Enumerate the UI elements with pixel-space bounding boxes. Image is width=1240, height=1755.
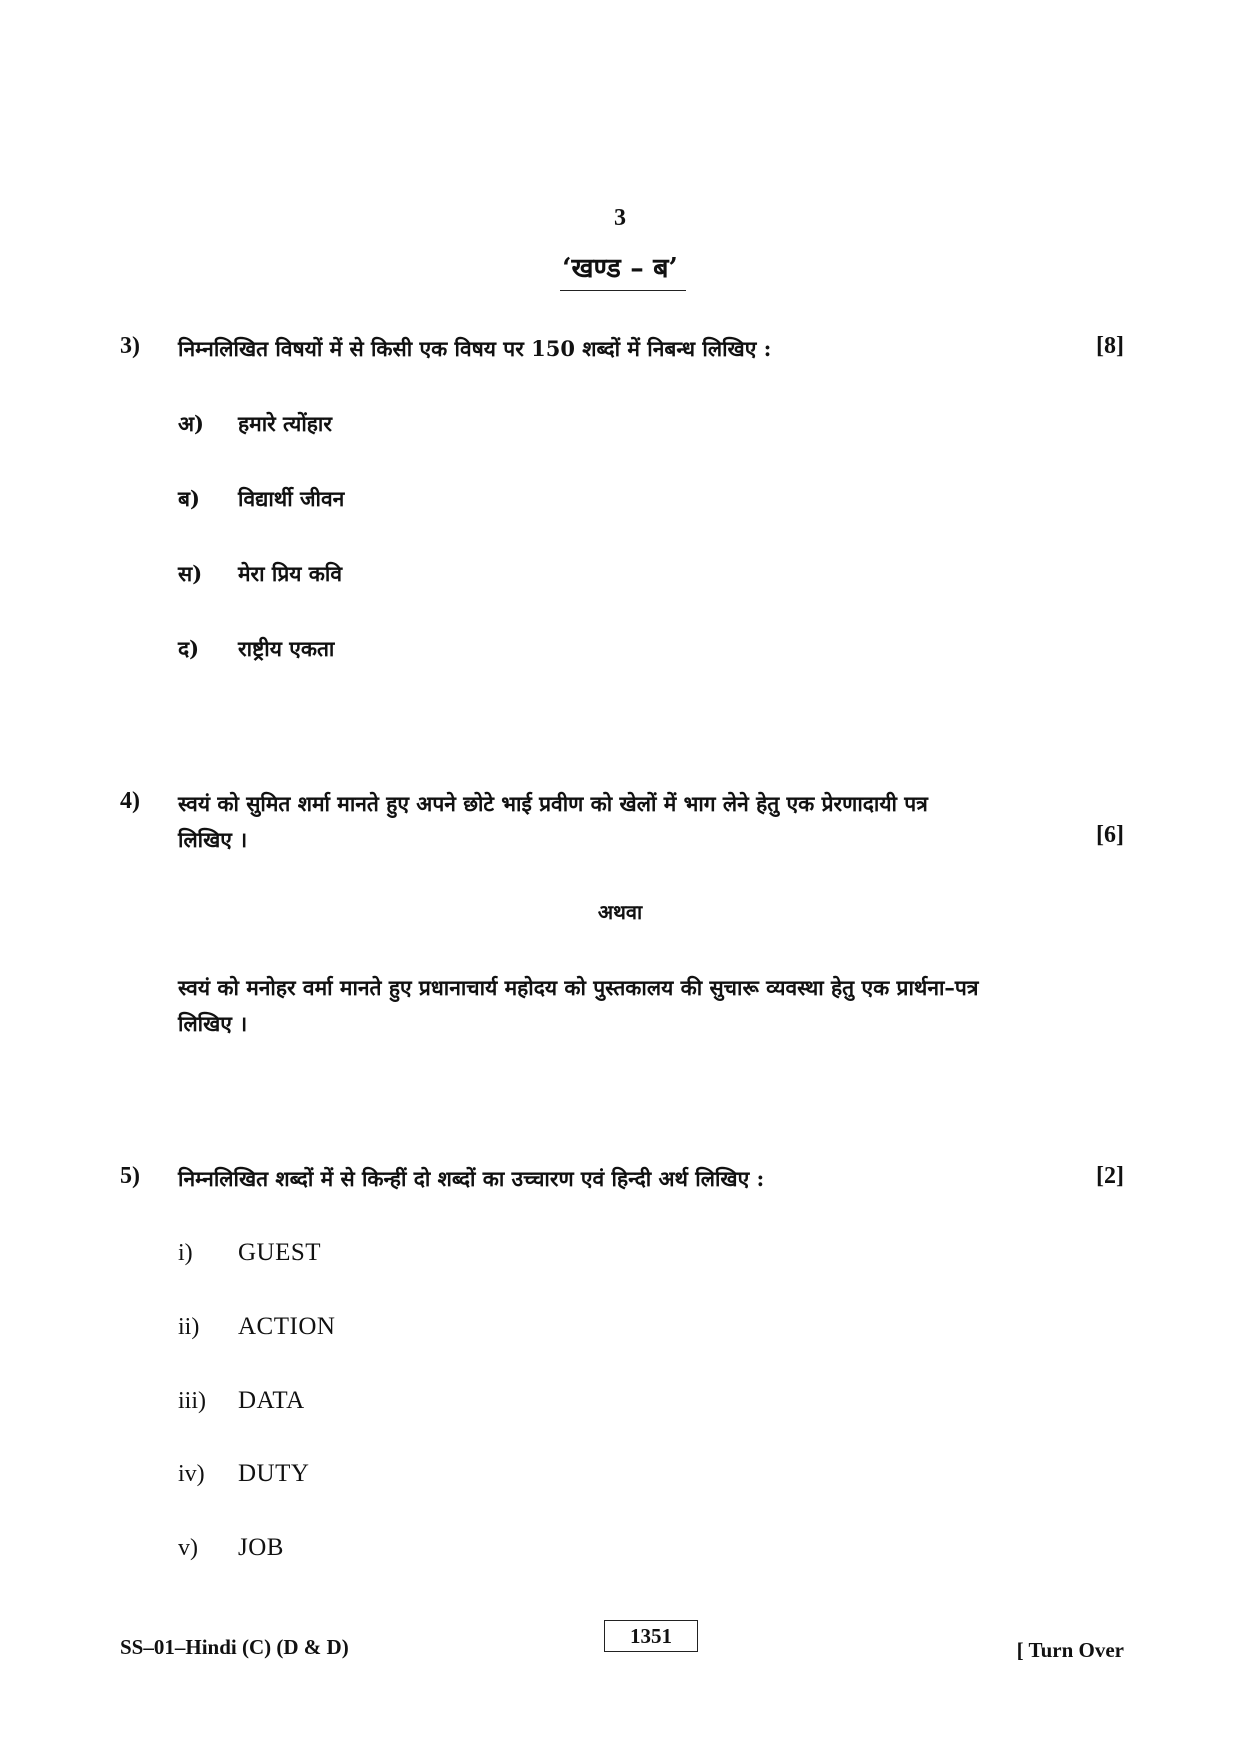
question-4-alternative-text [178, 970, 1124, 1042]
q3-option-label: ब) [178, 486, 200, 511]
q3-option-label: अ) [178, 411, 204, 436]
q3-option-text: राष्ट्रीय एकता [238, 636, 335, 661]
center-code-box: 1351 [604, 1620, 698, 1652]
q5-word-label: iii) [178, 1388, 206, 1414]
question-5-marks: [2] [1096, 1163, 1124, 1189]
question-5-text: निम्नलिखित शब्दों में से किन्हीं दो शब्दों का उच्चारण एवं हिन्दी अर्थ लिखिए : [178, 1166, 765, 1191]
q3-option-text: मेरा प्रिय कवि [238, 561, 343, 586]
question-4-line-1: स्वयं को सुमित शर्मा मानते हुए अपने छोटे भाई प्रवीण को खेलों में भाग लेने हेतु एक प्रेरणादायी पत्र [178, 791, 928, 816]
section-title: ‘खण्ड – ब’ [562, 253, 678, 284]
q3-option-text: विद्यार्थी जीवन [238, 486, 345, 511]
question-4-text [178, 786, 1124, 858]
q5-word-label: i) [178, 1240, 193, 1266]
q3-option-label: द) [178, 636, 200, 661]
q3-option-label: स) [178, 561, 203, 586]
paper-code: SS–01–Hindi (C) (D & D) [120, 1635, 349, 1659]
question-3-text: निम्नलिखित विषयों में से किसी एक विषय पर 150 शब्दों में निबन्ध लिखिए : [178, 336, 772, 361]
q5-word-text: GUEST [238, 1239, 322, 1266]
q5-word-label: iv) [178, 1461, 205, 1487]
q5-word-text: ACTION [238, 1313, 336, 1340]
question-4-alt-line-1: स्वयं को मनोहर वर्मा मानते हुए प्रधानाचार्य महोदय को पुस्तकालय की सुचारू व्यवस्था हेतु एक प्रार्थना–पत्र [178, 975, 979, 1000]
q5-word-text: DUTY [238, 1460, 310, 1487]
q5-word-text: JOB [238, 1534, 284, 1561]
question-5-number: 5) [120, 1163, 140, 1189]
or-label: अथवा [597, 900, 643, 924]
question-4-line-2: लिखिए । [178, 827, 248, 852]
q5-word-label: v) [178, 1535, 198, 1561]
question-4-marks: [6] [1096, 822, 1124, 848]
page-number: 3 [614, 205, 626, 231]
q3-option-text: हमारे त्योंहार [238, 411, 332, 436]
q5-word-label: ii) [178, 1314, 200, 1340]
q5-word-text: DATA [238, 1387, 305, 1414]
question-4-number: 4) [120, 788, 140, 814]
question-3-number: 3) [120, 333, 140, 359]
question-4-alt-line-2: लिखिए । [178, 1011, 248, 1036]
turn-over-label: [ Turn Over [1016, 1638, 1124, 1662]
section-title-underline [560, 290, 686, 291]
question-3-marks: [8] [1096, 333, 1124, 359]
